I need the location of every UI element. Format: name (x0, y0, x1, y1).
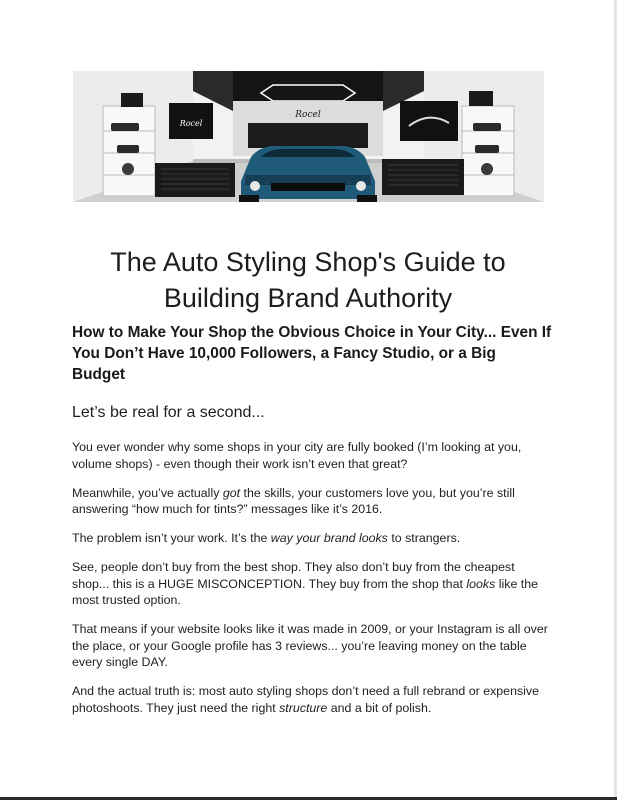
paragraph-1: You ever wonder why some shops in your city are fully booked (I’m looking at you, volume shops) - even though their work isn’t even that great? (72, 440, 522, 471)
paragraph-2: Meanwhile, you’ve actually got the skills, your customers love you, but you’re still answering “how much for tints?” messages like it’s 2016. (72, 485, 515, 516)
hero-image (73, 71, 544, 202)
page-title-line-1: The Auto Styling Shop's Guide to (110, 247, 506, 277)
car-showroom-photo (73, 71, 544, 202)
svg-text:Rocel: Rocel (179, 119, 203, 128)
page-title (60, 244, 556, 316)
page-subtitle: How to Make Your Shop the Obvious Choice in Your City... Even If You Don’t Have 10,000 Followers, a Fancy Studio, or a Big Budget (72, 324, 552, 383)
paragraph-4: See, people don’t buy from the best shop. They also don’t buy from the cheapest shop... this is a HUGE MISCONCEPTION. They buy from the shop that looks like the most trusted option. (72, 560, 538, 607)
page-title-line-2: Building Brand Authority (163, 283, 453, 313)
emphasis-got: got (222, 485, 241, 500)
emphasis-brand-looks: way your brand looks (270, 531, 388, 545)
paragraph-3: The problem isn’t your work. It’s the way your brand looks to strangers. (72, 531, 461, 545)
paragraph-6: And the actual truth is: most auto styling shops don’t need a full rebrand or expensive photoshoots. They just need the right structure and a bit of polish. (72, 684, 539, 715)
paragraph-5: That means if your website looks like it was made in 2009, or your Instagram is all over the place, or your Google profile has 3 reviews... you’re leaving money on the table every single DAY. (72, 622, 548, 669)
emphasis-structure: structure (279, 700, 328, 715)
intro-line: Let’s be real for a second... (72, 404, 265, 421)
body-text (72, 439, 548, 729)
showroom-sign: Rocel (295, 110, 321, 120)
emphasis-looks: looks (466, 576, 496, 591)
